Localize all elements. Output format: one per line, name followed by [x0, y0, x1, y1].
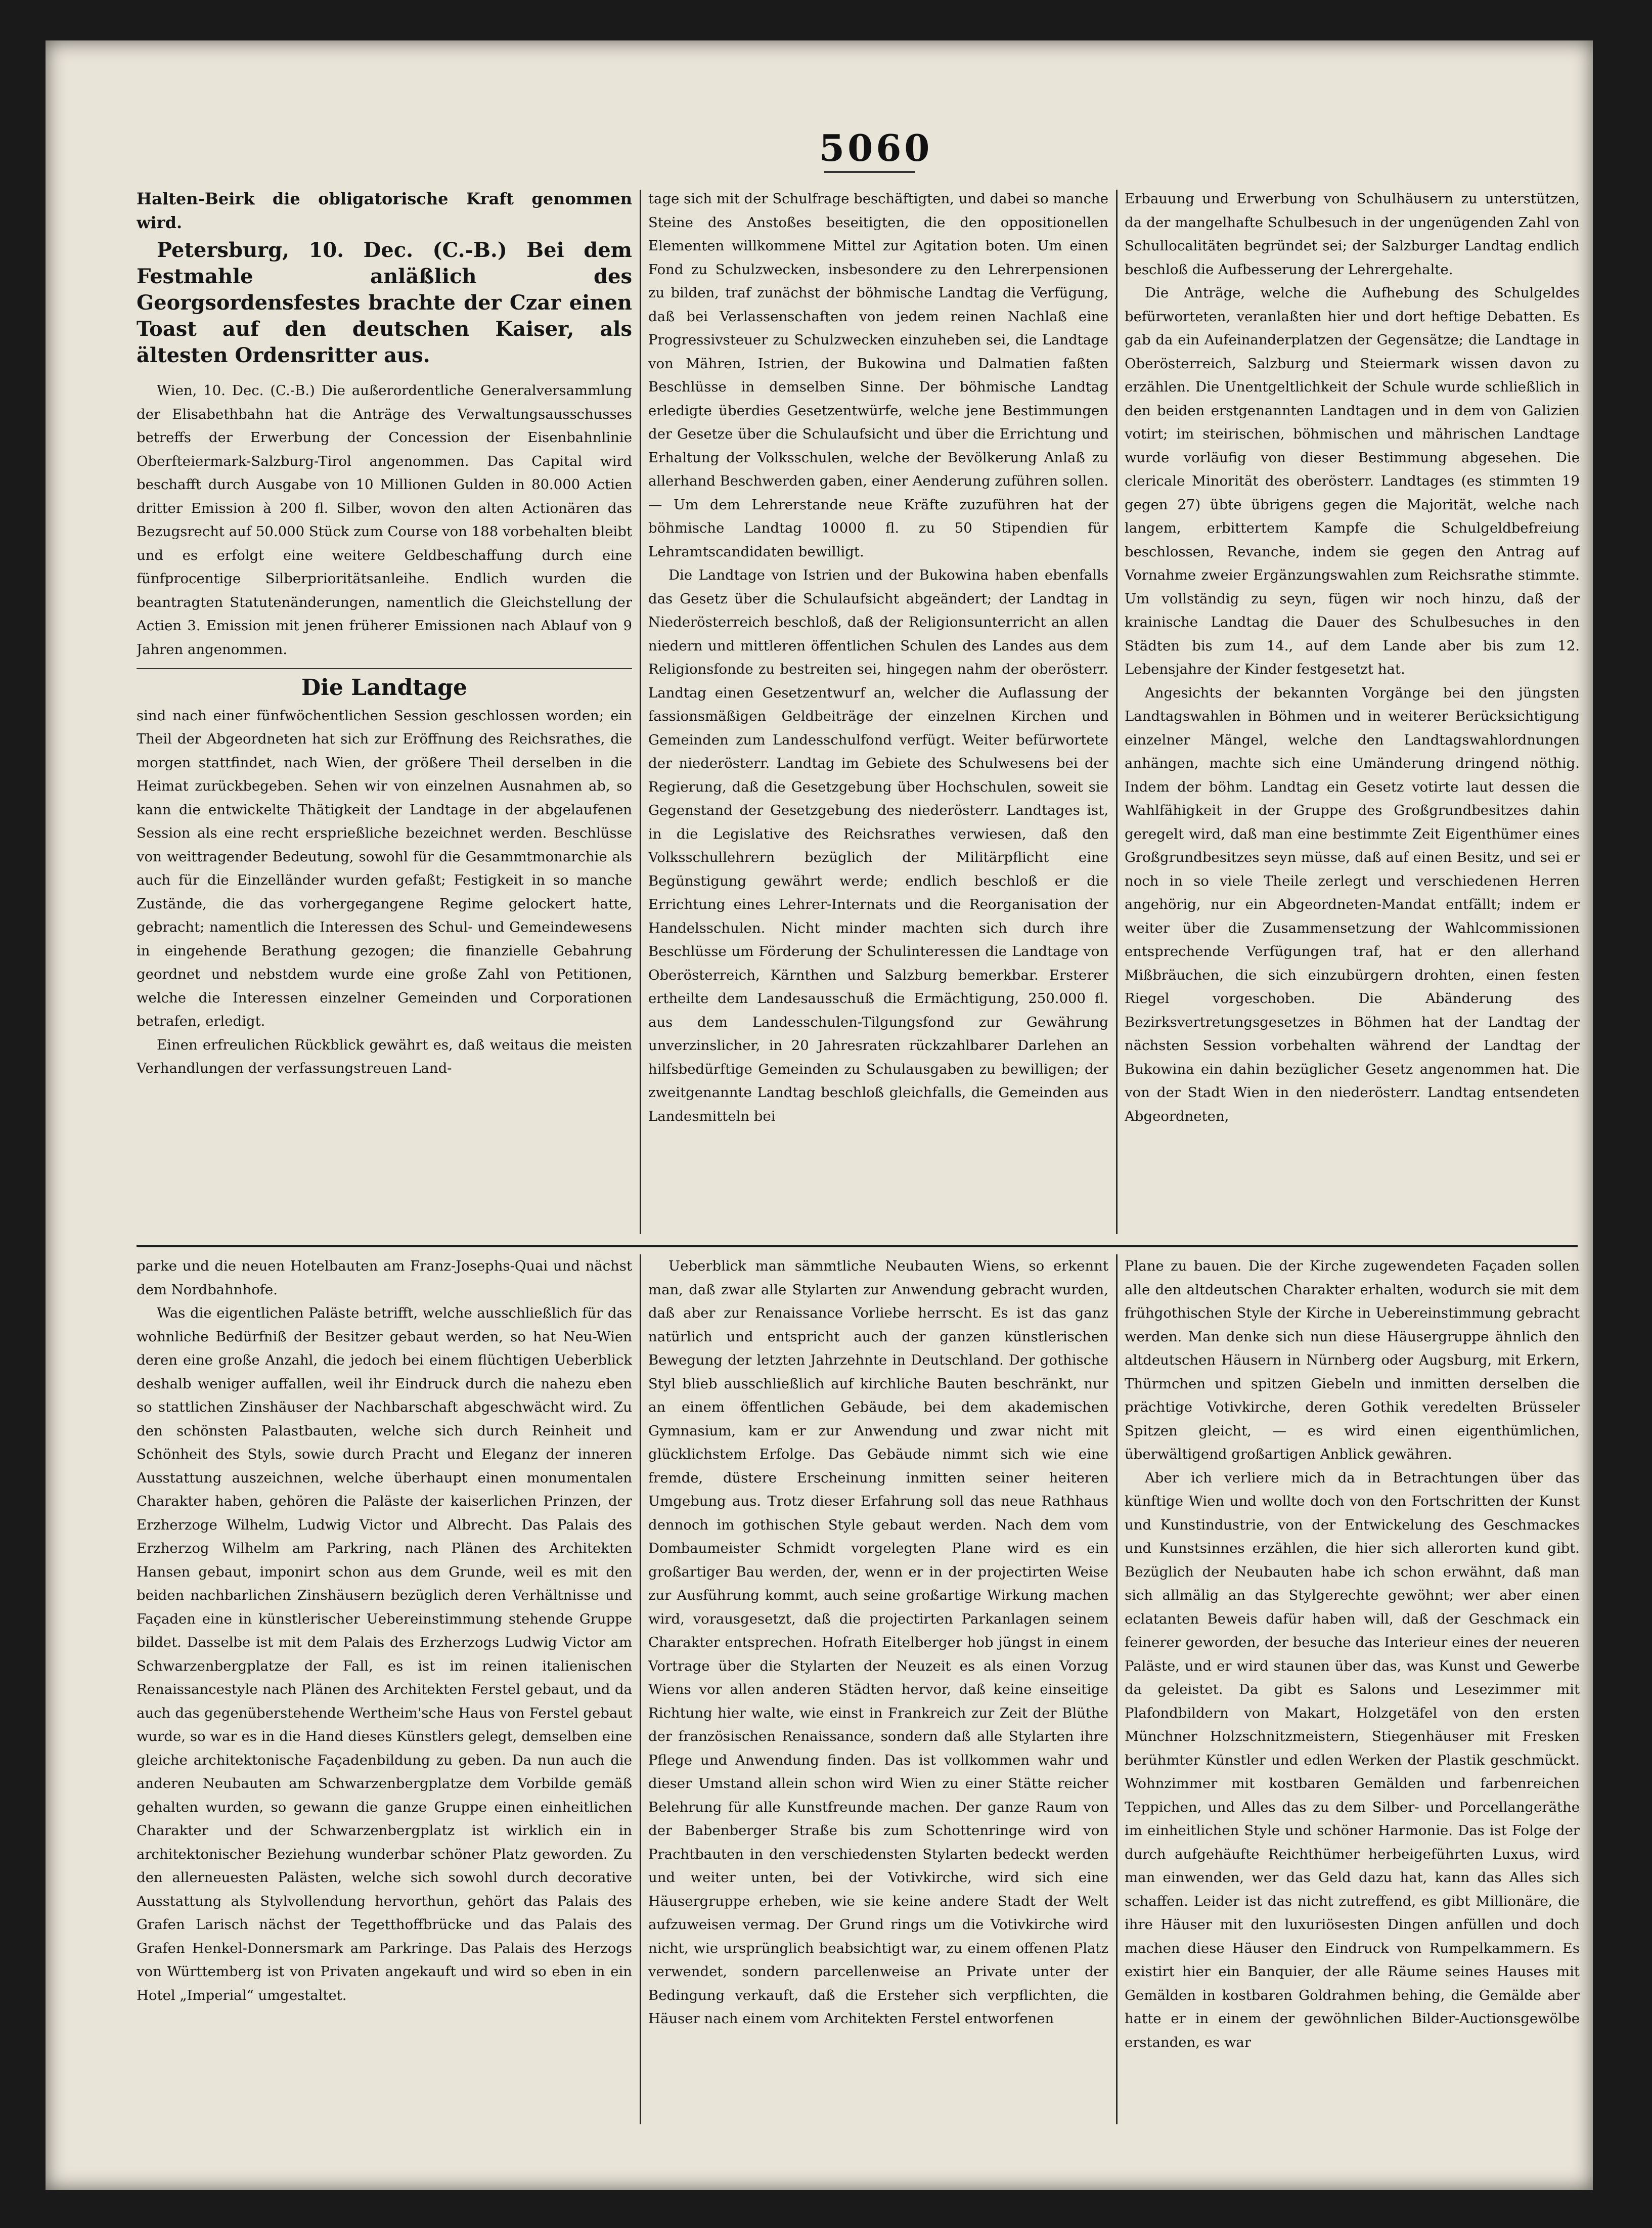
petersburg-report: Petersburg, 10. Dec. (C.-B.) Bei dem Festmahle anläßlich des Georgsordensfestes brachte der Czar einen Toast auf den deutschen Kaiser, als ältesten Ordensritter aus.	[137, 238, 632, 367]
stylarten-paragraph: Ueberblick man sämmtliche Neubauten Wiens, so erkennt man, daß zwar alle Stylarten zur Anwendung gebracht wurden, daß aber zur Renaissance Vorliebe herrscht. Es ist das ganz natürlich und entspricht auch der ganzen künstlerischen Bewegung der letzten Jahrzehnte in Deutschland. Der gothische Styl blieb ausschließlich auf kirchliche Bauten beschränkt, nur an einem öffentlichen Gebäude, bei dem akademischen Gymnasium, kam er zur Anwendung und zwar nicht mit glücklichstem Erfolge. Das Gebäude nimmt sich wie eine fremde, düstere Erscheinung inmitten seiner heiteren Umgebung aus. Trotz dieser Erfahrung soll das neue Rathhaus dennoch im gothischen Style gebaut werden. Nach dem vom Dombaumeister Schmidt vorgelegten Plane wird es ein großartiger Bau werden, der, wenn er in der projectirten Weise zur Ausführung kommt, auch seine großartige Wirkung machen wird, vorausgesetzt, daß die projectirten Parkanlagen seinem Charakter entsprechen. Hofrath Eitelberger hob jüngst in einem Vortrage über die Stylarten der Neuzeit es als einen Vorzug Wiens vor allen anderen Städten hervor, daß keine einseitige Richtung hier walte, wie einst in Frankreich zur Zeit der Blüthe der französischen Renaissance, sondern daß alle Stylarten ihre Pflege und Anwendung finden. Das ist vollkommen wahr und dieser Umstand allein schon wird Wien zu einer Stätte reicher Belehrung für alle Kunstfreunde machen. Der ganze Raum von der Babenberger Straße bis zum Schottenringe wird von Prachtbauten in den verschiedensten Stylarten bedeckt werden und weiter unten, bei der Votivkirche, wird sich eine Häusergruppe erheben, wie sie keine andere Stadt der Welt aufzuweisen vermag. Der Grund rings um die Votivkirche wird nicht, wie ursprünglich beabsichtigt war, zu einem offenen Platz verwendet, sondern parcellenweise an Private unter der Bedingung verkauft, daß die Ersteher sich verpflichten, die Häuser nach einem vom Architekten Ferstel entworfenen	[648, 1258, 1108, 2027]
upper-column-3	[1125, 187, 1580, 1239]
wien-report: Wien, 10. Dec. (C.-B.) Die außerordentliche Generalversammlung der Elisabethbahn hat die Anträge des Verwaltungsausschusses betreffs der Erwerbung der Concession der Eisenbahnlinie Oberfteiermark-Salzburg-Tirol angenommen. Das Capital wird beschafft durch Ausgabe von 10 Millionen Gulden in 80.000 Actien dritter Emission à 200 fl. Silber, wovon den alten Actionären das Bezugsrecht auf 50.000 Stück zum Course von 188 vorbehalten bleibt und es erfolgt eine weitere Geldbeschaffung durch eine fünfprocentige Silberprioritätsanleihe. Endlich wurden die beantragten Statutenänderungen, namentlich die Gleichstellung der Actien 3. Emission mit jenen früherer Emissionen nach Ablauf von 9 Jahren angenommen.	[137, 382, 632, 658]
landtagswahlen-paragraph: Angesichts der bekannten Vorgänge bei den jüngsten Landtagswahlen in Böhmen und in weiterer Berücksichtigung einzelner Mängel, welche den Landtagswahlordnungen anhängen, machte sich eine Umänderung dringend nöthig. Indem der böhm. Landtag ein Gesetz votirte laut dessen die Wahlfähigkeit in der Gruppe des Großgrundbesitzes dahin geregelt wird, daß man eine bestimmte Zeit Eigenthümer eines Großgrundbesitzes seyn müsse, daß auf einen Besitz, und sei er noch in so viele Theile zerlegt und verschiedenen Herren angehörig, nur ein Abgeordneten-Mandat entfällt; indem er weiter über die Zusammensetzung der Wahlcommissionen entsprechende Verfügungen traf, hat er den allerhand Mißbräuchen, die sich einzubürgern drohten, einen festen Riegel vorgeschoben. Die Abänderung des Bezirksvertretungsgesetzes in Böhmen hat der Landtag der nächsten Session vorbehalten während der Landtag der Bukowina ein dahin bezüglicher Gesetz angenommen hat. Die von der Stadt Wien in den niederösterr. Landtag entsendeten Abgeordneten,	[1125, 684, 1580, 1124]
landtage-paragraph: sind nach einer fünfwöchentlichen Session geschlossen worden; ein Theil der Abgeordneten hat sich zur Eröffnung des Reichsrathes, die morgen stattfindet, nach Wien, der größere Theil derselben in die Heimat zurückbegeben. Sehen wir von einzelnen Ausnahmen ab, so kann die entwickelte Thätigkeit der Landtage in der abgelaufenen Session als eine recht ersprießliche bezeichnet werden. Beschlüsse von weittragender Bedeutung, sowohl für die Gesammtmonarchie als auch für die Einzelländer wurden gefaßt; Festigkeit in so manche Zustände, die das vorhergegangene Regime gelockert hatte, gebracht; namentlich die Interessen des Schul- und Gemeindewesens in eingehende Berathung gezogen; die finanzielle Gebahrung geordnet und nebstdem wurde eine große Zahl von Petitionen, welche die Interessen einzelner Gemeinden und Corporationen betrafen, erledigt.	[137, 707, 632, 1029]
votivkirche-paragraph: Plane zu bauen. Die der Kirche zugewendeten Façaden sollen alle den altdeutschen Charakter erhalten, wodurch sie mit dem frühgothischen Style der Kirche in Uebereinstimmung gebracht werden. Man denke sich nun diese Häusergruppe ähnlich den altdeutschen Häusern in Nürnberg oder Augsburg, mit Erkern, Thürmchen und spitzen Giebeln und inmitten derselben die prächtige Votivkirche, deren Gothik veredelten Brüsseler Spitzen gleicht, — es wird einen eigenthümlichen, überwältigend großartigen Anblick gewähren.	[1125, 1258, 1580, 1462]
rueckblick-paragraph: Einen erfreulichen Rückblick gewährt es, daß weitaus die meisten Verhandlungen der verfassungstreuen Land-	[137, 1036, 632, 1076]
column-rule	[1116, 1254, 1118, 2124]
lower-column-3	[1125, 1254, 1580, 2134]
intro-paragraph: Halten-Beirk die obligatorische Kraft genommen wird.	[137, 189, 632, 232]
istrien-paragraph: Die Landtage von Istrien und der Bukowina haben ebenfalls das Gesetz über die Schulaufsicht abgeändert; der Landtag in Niederösterreich beschloß, daß der Religionsunterricht an allen niedern und mittleren öffentlichen Schulen des Landes aus dem Religionsfonde zu bestreiten sei, hingegen nahm der oberösterr. Landtag einen Gesetzentwurf an, welcher die Auflassung der fassionsmäßigen Geldbeiträge der einzelnen Kirchen und Gemeinden zum Landesschulfond verfügt. Weiter befürwortete der niederösterr. Landtag im Gebiete des Schulwesens bei der Regierung, daß die Gesetzgebung über Hochschulen, soweit sie Gegenstand der Gesetzgebung des niederösterr. Landtages ist, in die Legislative des Reichsrathes verwiesen, daß den Volksschullehrern bezüglich der Militärpflicht eine Begünstigung gewährt werde; endlich beschloß er die Errichtung eines Lehrer-Internats und die Reorganisation der Handelsschulen. Nicht minder machten sich durch ihre Beschlüsse um Förderung der Schulinteressen die Landtage von Oberösterreich, Kärnthen und Salzburg bemerkbar. Ersterer ertheilte dem Landesausschuß die Ermächtigung, 250.000 fl. aus dem Landesschulen-Tilgungsfond zur Gewährung unverzinslicher, in 20 Jahresraten rückzahlbarer Darlehen an hilfsbedürftige Gemeinden zu Schulausgaben zu bewilligen; der zweitgenannte Landtag beschloß gleichfalls, die Gemeinden aus Landesmitteln bei	[648, 567, 1108, 1124]
lower-column-1	[137, 1254, 632, 2134]
palaeste-paragraph: Was die eigentlichen Paläste betrifft, welche ausschließlich für das wohnliche Bedürfniß der Besitzer gebaut werden, so hat Neu-Wien deren eine große Anzahl, die jedoch bei einem flüchtigen Ueberblick deshalb weniger auffallen, weil ihr Eindruck durch die nahezu eben so stattlichen Zinshäuser der Nachbarschaft abgeschwächt wird. Zu den schönsten Palastbauten, welche sich durch Reinheit und Schönheit des Styls, sowie durch Pracht und Eleganz der inneren Ausstattung auszeichnen, welche überhaupt einen monumentalen Charakter haben, gehören die Paläste der kaiserlichen Prinzen, der Erzherzoge Wilhelm, Ludwig Victor und Albrecht. Das Palais des Erzherzog Wilhelm am Parkring, nach Plänen des Architekten Hansen gebaut, imponirt schon aus dem Grunde, weil es mit den beiden nachbarlichen Zinshäusern bezüglich deren Verhältnisse und Façaden eine in künstlerischer Uebereinstimmung stehende Gruppe bildet. Dasselbe ist mit dem Palais des Erzherzogs Ludwig Victor am Schwarzenbergplatze der Fall, es ist im reinen italienischen Renaissancestyle nach Plänen des Architekten Ferstel gebaut, und da auch das gegenüberstehende Wertheim'sche Haus von Ferstel gebaut wurde, so war es in die Hand dieses Künstlers gelegt, demselben eine gleiche architektonische Façadenbildung zu geben. Da nun auch die anderen Neubauten am Schwarzenbergplatze dem Vorbilde gemäß gehalten wurden, so gewann die ganze Gruppe einen einheitlichen Charakter und der Schwarzenbergplatz ist wirklich ein in architektonischer Beziehung wunderbar schöner Platz geworden. Zu den allerneuesten Palästen, welche sich sowohl durch decorative Ausstattung als Stylvollendung hervorthun, gehört das Palais des Grafen Larisch nächst der Tegetthoffbrücke und das Palais des Grafen Henkel-Donnersmark am Parkringe. Das Palais des Herzogs von Württemberg ist von Privaten angekauft und wird so eben in ein Hotel „Imperial“ umgestaltet.	[137, 1305, 632, 2003]
column-rule	[640, 190, 641, 1234]
column-rule	[640, 1254, 641, 2124]
article-title: Die Landtage	[301, 675, 467, 701]
schulfrage-paragraph: tage sich mit der Schulfrage beschäftigten, und dabei so manche Steine des Anstoßes beseitigten, die den oppositionellen Elementen willkommene Mittel zur Agitation boten. Um einen Fond zu Schulzwecken, insbesondere zu den Lehrerpensionen zu bilden, traf zunächst der böhmische Landtag die Verfügung, daß bei Verlassenschaften von jedem reinen Nachlaß eine Progressivsteuer zu Schulzwecken einzuheben sei, die Landtage von Mähren, Istrien, der Bukowina und Dalmatien faßten Beschlüsse in demselben Sinne. Der böhmische Landtag erledigte überdies Gesetzentwürfe, welche jene Bestimmungen der Gesetze über die Schulaufsicht und über die Errichtung und Erhaltung der Volksschulen, welche der Bevölkerung Anlaß zu allerhand Beschwerden gaben, einer Aenderung zuführen sollen. — Um dem Lehrerstande neue Kräfte zuzuführen hat der böhmische Landtag 10000 fl. zu 50 Stipendien für Lehramtscandidaten bewilligt.	[648, 191, 1108, 560]
kunstindustrie-paragraph: Aber ich verliere mich da in Betrachtungen über das künftige Wien und wollte doch von den Fortschritten der Kunst und Kunstindustrie, von der Entwickelung des Geschmackes und Kunstsinnes erzählen, die hier sich allerorten kund gibt. Bezüglich der Neubauten habe ich schon erwähnt, daß man sich allmälig an das Stylgerechte gewöhnt; wer aber einen eclatanten Beweis dafür haben will, daß der Geschmack ein feinerer geworden, der besuche das Interieur eines der neueren Paläste, und er wird staunen über das, was Kunst und Gewerbe da geleistet. Da gibt es Salons und Lesezimmer mit Plafondbildern von Makart, Holzgetäfel von den ersten Münchner Holzschnitzmeistern, Stiegenhäuser mit Fresken berühmter Künstler und edlen Werken der Plastik geschmückt. Wohnzimmer mit kostbaren Gemälden und farbenreichen Teppichen, und Alles das zu dem Silber- und Porcellangeräthe im einheitlichen Style und schöner Harmonie. Das ist Folge der durch aufgehäufte Reichthümer herbeigeführten Luxus, wird man einwenden, wer das Geld dazu hat, kann das Alles sich schaffen. Leider ist das nicht zutreffend, es gibt Millionäre, die ihre Häuser mit den luxuriösesten Dingen anfüllen und doch machen diese Häuser den Eindruck von Rumpelkammern. Es existirt hier ein Banquier, der alle Räume seines Hauses mit Gemälden in kostbaren Goldrahmen behing, die Gemälde aber hatte er in einem der gewöhnlichen Bilder-Auctionsgewölbe erstanden, es war	[1125, 1469, 1580, 2050]
page-number: 5060	[819, 126, 933, 169]
upper-column-2	[648, 187, 1108, 1239]
schulgeld-paragraph: Die Anträge, welche die Aufhebung des Schulgeldes befürworteten, veranlaßten hier und dort heftige Debatten. Es gab da ein Aufeinanderplatzen der Gegensätze; die Landtage in Oberösterreich, Salzburg und Steiermark wissen davon zu erzählen. Die Unentgeltlichkeit der Schule wurde schließlich in den beiden erstgenannten Landtagen und in dem von Galizien votirt; im steirischen, böhmischen und mährischen Landtage wurde vorläufig von dieser Bestimmung abgesehen. Die clericale Minorität des oberösterr. Landtages (es stimmten 19 gegen 27) übte übrigens gegen die Majorität, welche nach langem, erbittertem Kampfe die Schulgeldbefreiung beschlossen, Revanche, indem sie gegen den Antrag auf Vornahme zweier Ergänzungswahlen zum Reichsrathe stimmte. Um vollständig zu seyn, fügen wir noch hinzu, daß der krainische Landtag die Dauer des Schulbesuches in den Städten bis zum 14., auf dem Lande aber bis zum 12. Lebensjahre der Kinder festgesetzt hat.	[1125, 285, 1580, 677]
newspaper-page	[46, 40, 1593, 2190]
upper-column-1	[137, 187, 632, 1239]
feuilleton-separator	[137, 1245, 1578, 1247]
section-divider	[137, 668, 632, 669]
column-rule	[1116, 190, 1118, 1234]
schulhaeuser-paragraph: Erbauung und Erwerbung von Schulhäusern zu unterstützen, da der mangelhafte Schulbesuch in der ungenügenden Zahl von Schullocalitäten begründet sei; der Salzburger Landtag endlich beschloß die Aufbesserung der Lehrergehalte.	[1125, 191, 1580, 278]
hotelbauten-paragraph: parke und die neuen Hotelbauten am Franz-Josephs-Quai und nächst dem Nordbahnhofe.	[137, 1258, 632, 1298]
page-number-ornament	[824, 171, 915, 173]
lower-column-2	[648, 1254, 1108, 2134]
